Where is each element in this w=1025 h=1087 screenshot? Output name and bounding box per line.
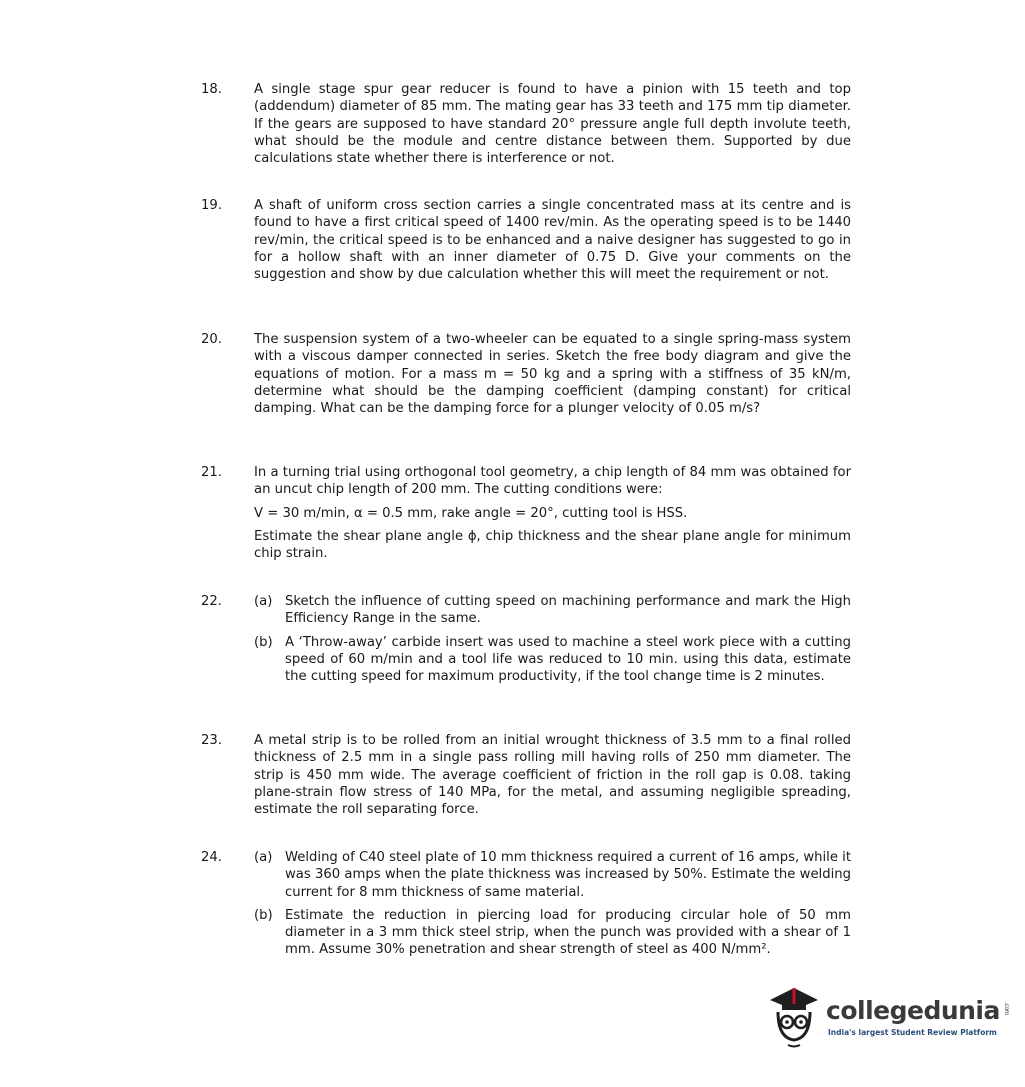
brand-name: collegedunia .com (826, 996, 1010, 1025)
question-number: 21. (201, 465, 222, 480)
cutting-conditions: V = 30 m/min, α = 0.5 mm, rake angle = 20°, cutting tool is HSS. (254, 505, 688, 521)
question-number: 20. (201, 332, 222, 347)
question-body (254, 331, 851, 417)
question-22 (201, 593, 851, 685)
brand-domain: .com (1002, 1002, 1010, 1015)
question-body (254, 593, 851, 685)
sub-question-label: (b) (254, 907, 273, 923)
sub-question-b (254, 634, 851, 686)
sub-question-a (254, 849, 851, 901)
question-body (254, 197, 851, 283)
sub-question-b (254, 907, 851, 959)
question-24 (201, 849, 851, 959)
question-task: Estimate the shear plane angle ϕ, chip thickness and the shear plane angle for minimum chip strain. (254, 528, 851, 562)
sub-question-a (254, 593, 851, 628)
sub-question-text: A ‘Throw-away’ carbide insert was used to machine a steel work piece with a cutting speed of 60 m/min and a tool life was reduced to 10 min. using this data, estimate the cutting speed for maximum productivity, if the tool change time is 2 minutes. (285, 634, 851, 685)
sub-question-text: Sketch the influence of cutting speed on machining performance and mark the High Efficiency Range in the same. (285, 594, 851, 627)
sub-question-text: Welding of C40 steel plate of 10 mm thickness required a current of 16 amps, while it was 360 amps when the plate thickness was increased by 50%. Estimate the welding current for 8 mm thickness of same material. (285, 850, 851, 900)
question-body (254, 81, 851, 167)
mascot-icon (764, 982, 824, 1050)
sub-question-label: (b) (254, 634, 273, 650)
sub-question-label: (a) (254, 594, 273, 609)
question-number: 23. (201, 733, 222, 748)
collegedunia-logo[interactable] (764, 982, 1010, 1050)
question-21 (201, 464, 851, 562)
question-text: A shaft of uniform cross section carries a single concentrated mass at its centre and is found to have a first critical speed of 1400 rev/min. As the operating speed is to be 1440 rev/min, the critical speed is to be enhanced and a naive designer has suggested to go in for a hollow shaft with an inner diameter of 0.75 D. Give your comments on the suggestion and show by due calculation whether this will meet the requirement or not. (254, 198, 851, 283)
question-body (254, 849, 851, 959)
question-body (254, 464, 851, 562)
sub-question-text: Estimate the reduction in piercing load for producing circular hole of 50 mm diameter in a 3 mm thick steel strip, when the punch was provided with a shear of 1 mm. Assume 30% penetration and shear strength of steel as 400 N/mm². (285, 907, 851, 958)
question-text: In a turning trial using orthogonal tool geometry, a chip length of 84 mm was obtained for an uncut chip length of 200 mm. The cutting conditions were: (254, 465, 851, 498)
question-text: A single stage spur gear reducer is found to have a pinion with 15 teeth and top (addendum) diameter of 85 mm. The mating gear has 33 teeth and 175 mm tip diameter. If the gears are supposed to have standard 20° pressure angle full depth involute teeth, what should be the module and centre distance between them. Supported by due calculations state whether there is interference or not. (254, 82, 851, 167)
question-19 (201, 197, 851, 283)
sub-question-label: (a) (254, 850, 273, 865)
question-18 (201, 81, 851, 167)
question-number: 18. (201, 82, 222, 97)
question-text: The suspension system of a two-wheeler can be equated to a single spring-mass system with a viscous damper connected in series. Sketch the free body diagram and give the equations of motion. For a mass m = 50 kg and a spring with a stiffness of 35 kN/m, determine what should be the damping coefficient (damping constant) for critical damping. What can be the damping force for a plunger velocity of 0.05 m/s? (254, 332, 851, 417)
question-number: 19. (201, 198, 222, 213)
question-23 (201, 732, 851, 818)
question-number: 24. (201, 850, 222, 865)
question-text: A metal strip is to be rolled from an initial wrought thickness of 3.5 mm to a final rolled thickness of 2.5 mm in a single pass rolling mill having rolls of 250 mm diameter. The strip is 450 mm wide. The average coefficient of friction in the roll gap is 0.08. taking plane-strain flow stress of 140 MPa, for the metal, and assuming negligible spreading, estimate the roll separating force. (254, 733, 851, 818)
question-20 (201, 331, 851, 417)
question-body (254, 732, 851, 818)
question-number: 22. (201, 594, 222, 609)
brand-tagline: India's largest Student Review Platform (828, 1028, 997, 1037)
